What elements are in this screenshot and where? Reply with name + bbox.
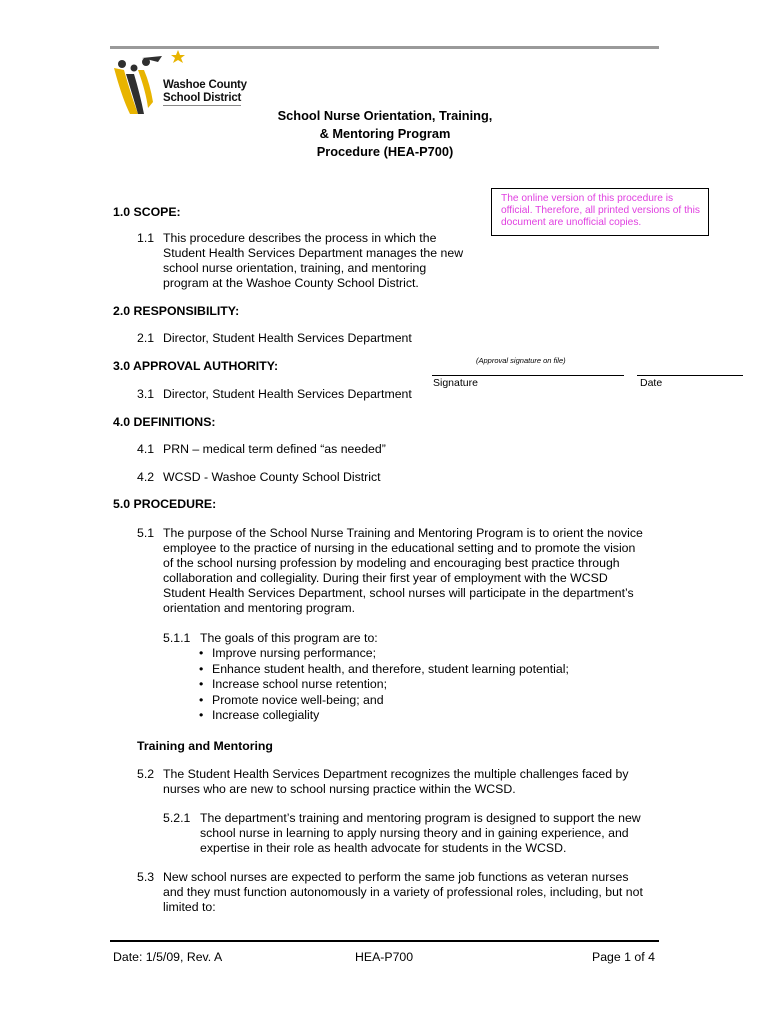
online-version-notice: The online version of this procedure is official. Therefore, all printed versions of this document are unofficial copies. (501, 193, 700, 228)
approval-item-number: 3.1 (137, 387, 155, 401)
goals-list (199, 646, 652, 724)
date-label: Date (640, 377, 663, 389)
approval-item-text: Director, Student Health Services Department (163, 387, 412, 401)
list-item: • Promote novice well-being; and (199, 692, 384, 707)
signature-label: Signature (433, 377, 478, 389)
date-line (637, 375, 743, 376)
footer-date: Date: 1/5/09, Rev. A (113, 950, 223, 964)
subheading-training-mentoring: Training and Mentoring (137, 739, 273, 753)
procedure-item-5-2-1-text: The department’s training and mentoring program is designed to support the new school nurse in learning to apply nursing theory and in gaining experience, and expertise in their role as health advocate for students in the WCSD. (200, 811, 641, 855)
list-item: • Increase collegiality (199, 708, 320, 722)
section-heading-procedure: 5.0 PROCEDURE: (113, 497, 217, 511)
list-item: • Improve nursing performance; (199, 646, 377, 660)
signature-line (432, 375, 624, 376)
section-heading-approval: 3.0 APPROVAL AUTHORITY: (113, 359, 279, 373)
scope-item-text: This procedure describes the process in which the Student Health Services Department manages the new school nurse orientation, training, and mentoring program at the Washoe County School District. (163, 231, 464, 290)
doc-title-line3: Procedure (HEA-P700) (316, 144, 454, 159)
bullet-icon: • (199, 646, 204, 660)
section-heading-scope: 1.0 SCOPE: (113, 205, 181, 219)
procedure-item-number-5-1-1: 5.1.1 (163, 631, 191, 645)
definition-number: 4.1 (137, 442, 155, 456)
logo-text-line1: Washoe County (163, 79, 247, 91)
procedure-item-5-2-text: The Student Health Services Department recognizes the multiple challenges faced by nurses who are new to school nursing practice within the WCSD. (163, 767, 629, 796)
procedure-item-number-5-3: 5.3 (137, 870, 155, 884)
bullet-icon: • (199, 661, 204, 676)
goals-intro: The goals of this program are to: (200, 631, 378, 645)
responsibility-item-number: 2.1 (137, 331, 155, 345)
list-item: • Increase school nurse retention; (199, 677, 387, 691)
procedure-item-number-5-2-1: 5.2.1 (163, 811, 191, 825)
footer-page-number: Page 1 of 4 (592, 950, 655, 964)
definition-number: 4.2 (137, 470, 155, 484)
section-heading-definitions: 4.0 DEFINITIONS: (113, 415, 216, 429)
approval-signature-note: (Approval signature on file) (476, 356, 566, 365)
list-item: • Enhance student health, and therefore, student learning potential; (199, 661, 569, 676)
bullet-icon: • (199, 708, 204, 722)
procedure-item-5-1-text: The purpose of the School Nurse Training and Mentoring Program is to orient the novice employee to the practice of nursing in the educational setting and to promote the vision of the school nursing profession by modeling and encouraging best practice through collaboration and collegiality. During their first year of employment with the WCSD Student Health Services Department, school nurses will participate in the department’s orientation and mentoring program. (163, 526, 643, 615)
procedure-item-5-3-text: New school nurses are expected to perform the same job functions as veteran nurses and they must function autonomously in a variety of professional roles, including, but not limited to: (163, 870, 643, 914)
bullet-icon: • (199, 692, 204, 707)
logo-text-line2: School District (163, 92, 242, 104)
definition-prn: PRN – medical term defined “as needed” (163, 442, 386, 456)
procedure-item-number-5-2: 5.2 (137, 767, 155, 781)
footer-doc-code: HEA-P700 (355, 950, 414, 964)
responsibility-item-text: Director, Student Health Services Department (163, 331, 412, 345)
definition-wcsd: WCSD - Washoe County School District (163, 470, 381, 484)
doc-title-line2: & Mentoring Program (319, 126, 451, 141)
footer-rule (110, 940, 659, 942)
procedure-item-number-5-1: 5.1 (137, 526, 155, 540)
bullet-icon: • (199, 677, 204, 691)
section-heading-responsibility: 2.0 RESPONSIBILITY: (113, 304, 240, 318)
scope-item-number: 1.1 (137, 231, 155, 245)
logo-underline (163, 105, 241, 106)
doc-title-line1: School Nurse Orientation, Training, (277, 108, 493, 123)
